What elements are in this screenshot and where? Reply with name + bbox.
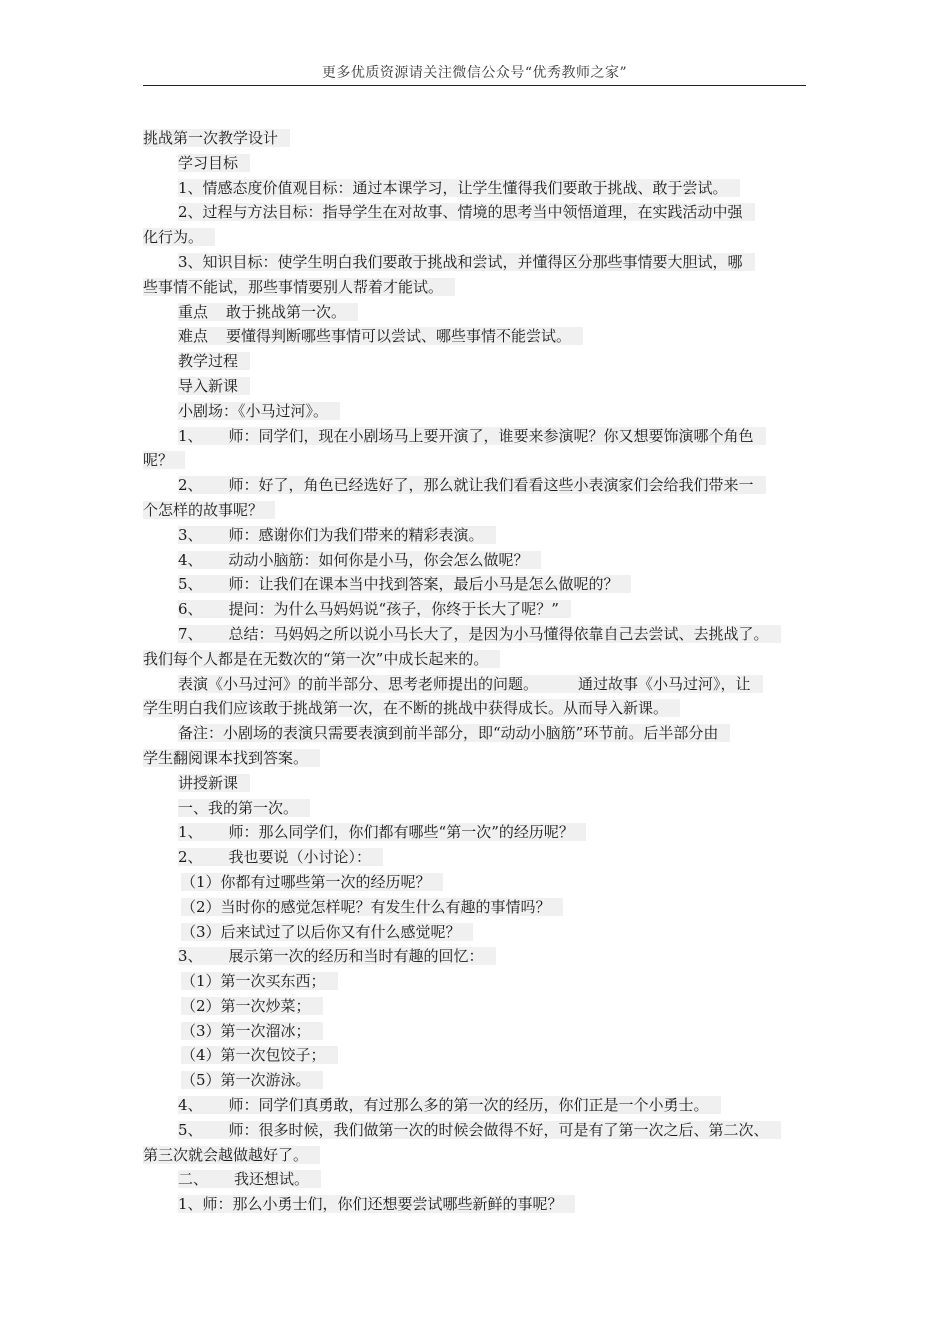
list-item: 1、 师：同学们，现在小剧场马上要开演了，谁要来参演呢？你又想要饰演哪个角色 <box>143 424 813 449</box>
paragraph: 表演《小马过河》的前半部分、思考老师提出的问题。 通过故事《小马过河》，让 <box>143 672 813 697</box>
list-item: 3、 师：感谢你们为我们带来的精彩表演。 <box>143 523 813 548</box>
key-point: 重点 敢于挑战第一次。 <box>143 300 813 325</box>
sub-list-item: （3）第一次溜冰； <box>143 1019 813 1044</box>
paragraph: 3、知识目标：使学生明白我们要敢于挑战和尝试，并懂得区分那些事情要大胆试，哪 <box>143 250 813 275</box>
list-item: 1、师：那么小勇士们，你们还想要尝试哪些新鲜的事呢？ <box>143 1192 813 1217</box>
sub-list-item: （1）你都有过哪些第一次的经历呢？ <box>143 870 813 895</box>
section-heading: 导入新课 <box>143 374 813 399</box>
section-heading: 学习目标 <box>143 151 813 176</box>
paragraph: 小剧场：《小马过河》。 <box>143 399 813 424</box>
sub-list-item: （4）第一次包饺子； <box>143 1043 813 1068</box>
paragraph-cont: 学生明白我们应该敢于挑战第一次，在不断的挑战中获得成长。从而导入新课。 <box>143 696 813 721</box>
paragraph: 备注：小剧场的表演只需要表演到前半部分，即“动动小脑筋”环节前。后半部分由 <box>143 721 813 746</box>
paragraph-cont: 化行为。 <box>143 225 813 250</box>
document-body <box>143 126 813 1217</box>
list-item: 2、 我也要说（小讨论）： <box>143 845 813 870</box>
list-item: 2、 师：好了，角色已经选好了，那么就让我们看看这些小表演家们会给我们带来一 <box>143 473 813 498</box>
sub-list-item: （2）当时你的感觉怎样呢？有发生什么有趣的事情吗？ <box>143 895 813 920</box>
paragraph-cont: 些事情不能试，那些事情要别人帮着才能试。 <box>143 275 813 300</box>
sub-list-item: （1）第一次买东西； <box>143 969 813 994</box>
sub-list-item: （5）第一次游泳。 <box>143 1068 813 1093</box>
paragraph-cont: 第三次就会越做越好了。 <box>143 1143 813 1168</box>
subsection-heading: 二、 我还想试。 <box>143 1167 813 1192</box>
list-item: 7、 总结：马妈妈之所以说小马长大了，是因为小马懂得依靠自己去尝试、去挑战了。 <box>143 622 813 647</box>
list-item: 6、 提问：为什么马妈妈说“孩子，你终于长大了呢？” <box>143 597 813 622</box>
section-heading: 讲授新课 <box>143 771 813 796</box>
paragraph-cont: 个怎样的故事呢？ <box>143 498 813 523</box>
section-heading: 教学过程 <box>143 349 813 374</box>
page-header: 更多优质资源请关注微信公众号“优秀教师之家” <box>321 65 628 81</box>
subsection-heading: 一、我的第一次。 <box>143 796 813 821</box>
header-divider <box>143 85 806 86</box>
list-item: 4、 师：同学们真勇敢，有过那么多的第一次的经历，你们正是一个小勇士。 <box>143 1093 813 1118</box>
list-item: 3、 展示第一次的经历和当时有趣的回忆： <box>143 944 813 969</box>
paragraph: 2、过程与方法目标：指导学生在对故事、情境的思考当中领悟道理，在实践活动中强 <box>143 200 813 225</box>
difficult-point: 难点 要懂得判断哪些事情可以尝试、哪些事情不能尝试。 <box>143 324 813 349</box>
list-item: 5、 师：让我们在课本当中找到答案，最后小马是怎么做呢的？ <box>143 572 813 597</box>
list-item: 4、 动动小脑筋：如何你是小马，你会怎么做呢？ <box>143 548 813 573</box>
paragraph: 1、情感态度价值观目标：通过本课学习，让学生懂得我们要敢于挑战、敢于尝试。 <box>143 176 813 201</box>
doc-title: 挑战第一次教学设计 <box>143 126 813 151</box>
list-item: 5、 师：很多时候，我们做第一次的时候会做得不好，可是有了第一次之后、第二次、 <box>143 1118 813 1143</box>
paragraph-cont: 呢？ <box>143 448 813 473</box>
sub-list-item: （3）后来试过了以后你又有什么感觉呢？ <box>143 920 813 945</box>
paragraph-cont: 我们每个人都是在无数次的“第一次”中成长起来的。 <box>143 647 813 672</box>
list-item: 1、 师：那么同学们，你们都有哪些“第一次”的经历呢？ <box>143 820 813 845</box>
paragraph-cont: 学生翻阅课本找到答案。 <box>143 746 813 771</box>
sub-list-item: （2）第一次炒菜； <box>143 994 813 1019</box>
